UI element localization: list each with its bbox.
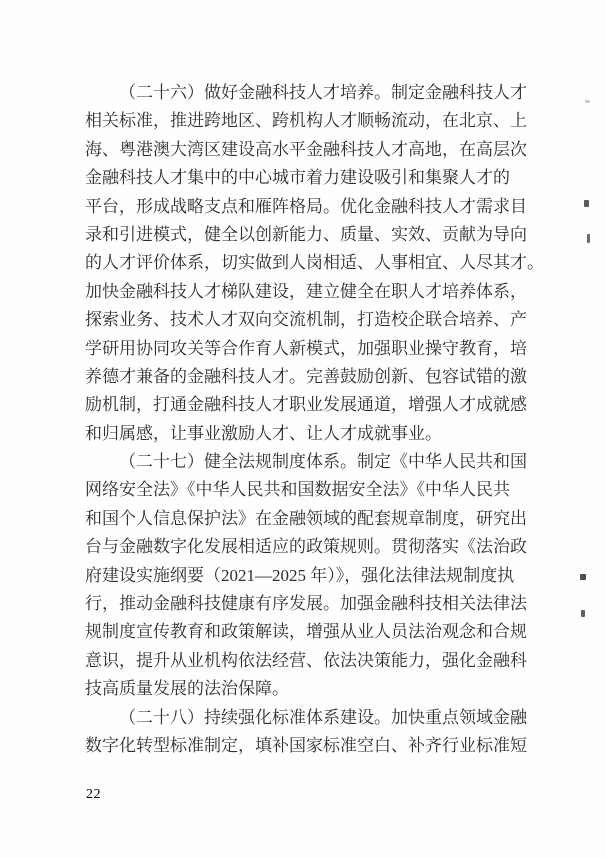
text-line-content: 行，推动金融科技健康有序发展。加强金融科技相关法律法: [85, 594, 527, 614]
text-line-content: 台与金融数字化发展相适应的政策规则。贯彻落实《法治政: [85, 537, 527, 557]
text-line: [85, 732, 527, 760]
text-line-content: 府建设实施纲要（2021—2025 年）》，强化法律法规制度执: [85, 565, 515, 585]
text-line: [85, 590, 527, 618]
text-line: [85, 562, 523, 590]
text-line-content: 探索业务、技术人才双向交流机制，打造校企联合培养、产: [85, 310, 527, 330]
text-line: [85, 391, 527, 419]
text-line: [85, 533, 527, 561]
text-line: [85, 335, 527, 363]
text-line: [85, 79, 527, 107]
text-line: [85, 278, 527, 306]
text-line: [85, 193, 527, 221]
scan-artifact: [584, 200, 589, 207]
document-body: [85, 79, 544, 760]
text-line-content: 网络安全法》《中华人民共和国数据安全法》《中华人民共: [85, 480, 510, 500]
text-line-content: 数字化转型标准制定，填补国家标准空白、补齐行业标准短: [85, 735, 527, 755]
text-line-content: 的人才评价体系，切实做到人岗相适、人事相宜、人尽其才。: [85, 253, 544, 273]
scan-artifact: [580, 574, 586, 580]
text-line: [85, 618, 527, 646]
scan-artifact: [581, 610, 585, 617]
text-line-content: 金融科技人才集中的中心城市着力建设吸引和集聚人才的: [85, 168, 510, 188]
text-line: [85, 704, 527, 732]
text-line-content: 技高质量发展的法治保障。: [85, 679, 289, 699]
text-line-content: 海、粤港澳大湾区建设高水平金融科技人才高地，在高层次: [85, 139, 527, 159]
text-line-content: 和国个人信息保护法》在金融领域的配套规章制度，研究出: [85, 508, 527, 528]
text-line: [85, 505, 527, 533]
text-line-content: 励机制，打通金融科技人才职业发展通道，增强人才成就感: [85, 395, 527, 415]
scan-artifact: [585, 100, 590, 103]
text-line-content: 平台，形成战略支点和雁阵格局。优化金融科技人才需求目: [85, 196, 527, 216]
text-line: [85, 363, 527, 391]
text-line: [85, 306, 527, 334]
text-line: [85, 675, 523, 703]
text-line: [85, 420, 523, 448]
text-line-content: 加快金融科技人才梯队建设，建立健全在职人才培养体系，: [85, 281, 527, 301]
text-line-content: 相关标准，推进跨地区、跨机构人才顺畅流动，在北京、上: [85, 111, 527, 131]
text-line-content: 学研用协同攻关等合作育人新模式，加强职业操守教育，培: [85, 338, 527, 358]
text-line: [85, 164, 523, 192]
para-26: [85, 79, 544, 448]
page-number: 22: [86, 787, 101, 802]
text-line-content: 养德才兼备的金融科技人才。完善鼓励创新、包容试错的激: [85, 366, 527, 386]
para-28: [85, 704, 527, 761]
text-line: [85, 448, 527, 476]
text-line-content: （二十六）做好金融科技人才培养。制定金融科技人才: [119, 83, 527, 102]
text-line-content: 规制度宣传教育和政策解读，增强从业人员法治观念和合规: [85, 622, 527, 642]
text-line: [85, 221, 527, 249]
para-27: [85, 448, 527, 704]
text-line: [85, 107, 527, 135]
text-line-content: 和归属感，让事业激励人才、让人才成就事业。: [85, 423, 442, 443]
text-line-content: 意识，提升从业机构依法经营、依法决策能力，强化金融科: [85, 650, 527, 670]
text-line: [85, 249, 544, 277]
text-line-content: （二十八）持续强化标准体系建设。加快重点领域金融: [119, 707, 527, 727]
text-line: [85, 136, 527, 164]
text-line-content: （二十七）健全法规制度体系。制定《中华人民共和国: [119, 452, 527, 472]
text-line-content: 录和引进模式，健全以创新能力、质量、实效、贡献为导向: [85, 224, 527, 244]
scan-artifact: [587, 234, 590, 243]
text-line: [85, 647, 527, 675]
text-line: [85, 476, 523, 504]
